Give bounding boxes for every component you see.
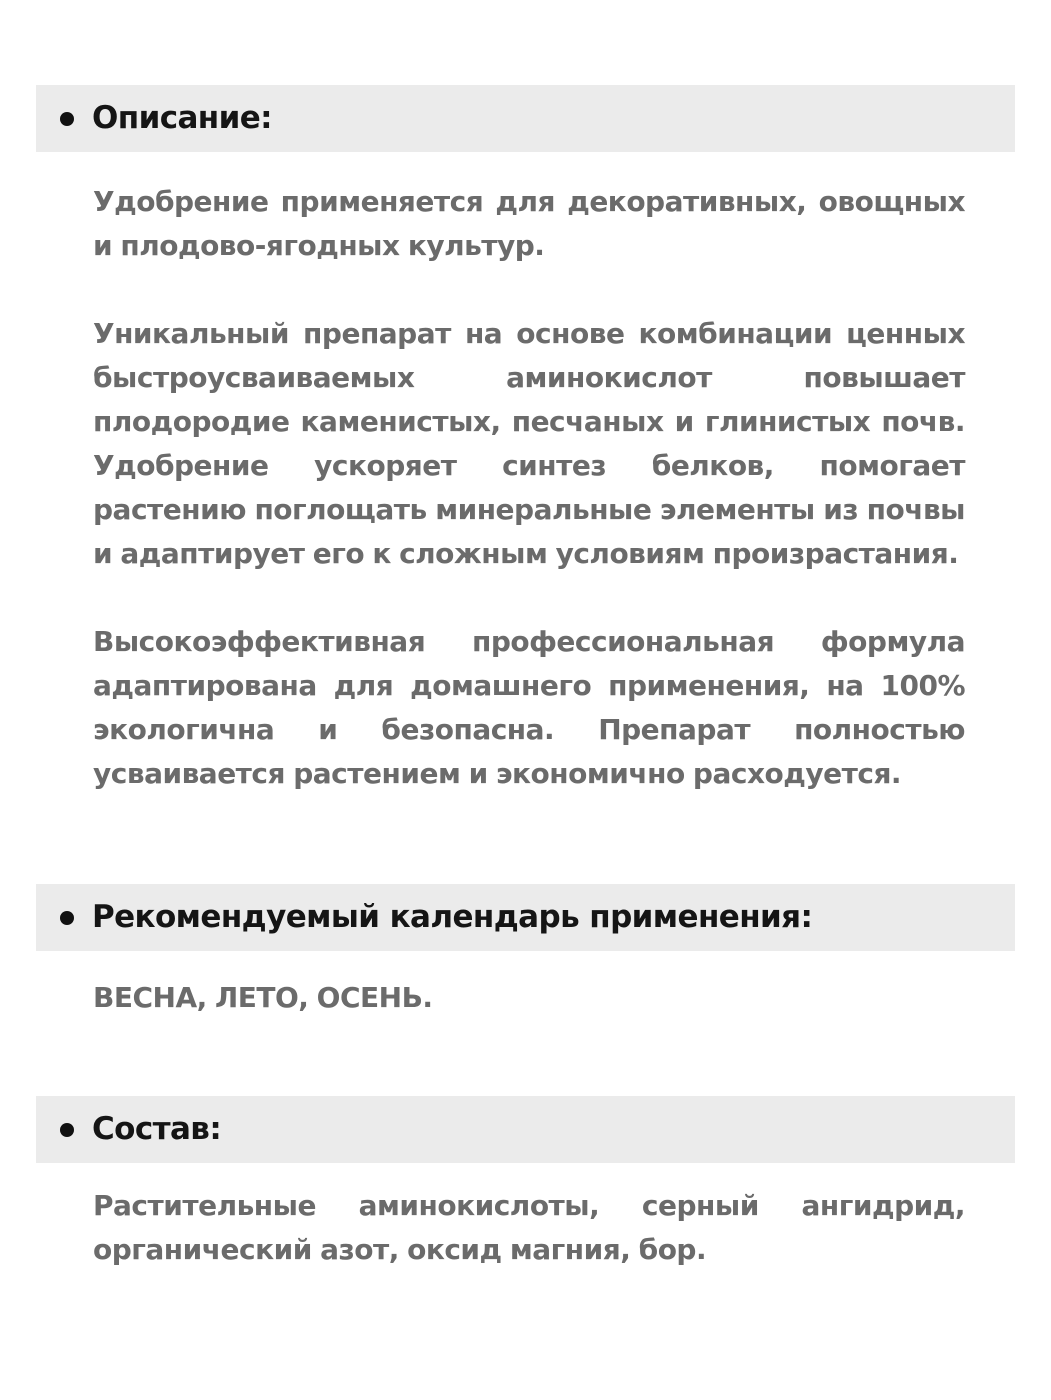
description-paragraph-2: Уникальный препарат на основе комбинации ценных быстроусваиваемых аминокислот повышает плодородие каменистых, песчаных и глинистых почв. Удобрение ускоряет синтез белков, помогает растению поглощать минеральные элементы из почвы и адаптирует его к сложным условиям произрастания. — [93, 317, 965, 570]
calendar-text: ВЕСНА, ЛЕТО, ОСЕНЬ. — [93, 981, 433, 1014]
composition-title: Состав: — [92, 1111, 222, 1147]
description-header — [36, 85, 1015, 152]
description-paragraph-3: Высокоэффективная профессиональная формула адаптирована для домашнего применения, на 100% экологична и безопасна. Препарат полностью усваивается растением и экономично расходуется. — [93, 625, 965, 790]
description-paragraph-1: Удобрение применяется для декоративных, овощных и плодово-ягодных культур. — [93, 185, 965, 262]
bullet-icon — [60, 911, 74, 925]
calendar-header — [36, 884, 1015, 951]
composition-header — [36, 1096, 1015, 1163]
bullet-icon — [60, 1123, 74, 1137]
composition-text: Растительные аминокислоты, серный ангидрид, органический азот, оксид магния, бор. — [93, 1189, 965, 1266]
bullet-icon — [60, 112, 74, 126]
description-title: Описание: — [92, 100, 272, 136]
calendar-title: Рекомендуемый календарь применения: — [92, 899, 813, 935]
